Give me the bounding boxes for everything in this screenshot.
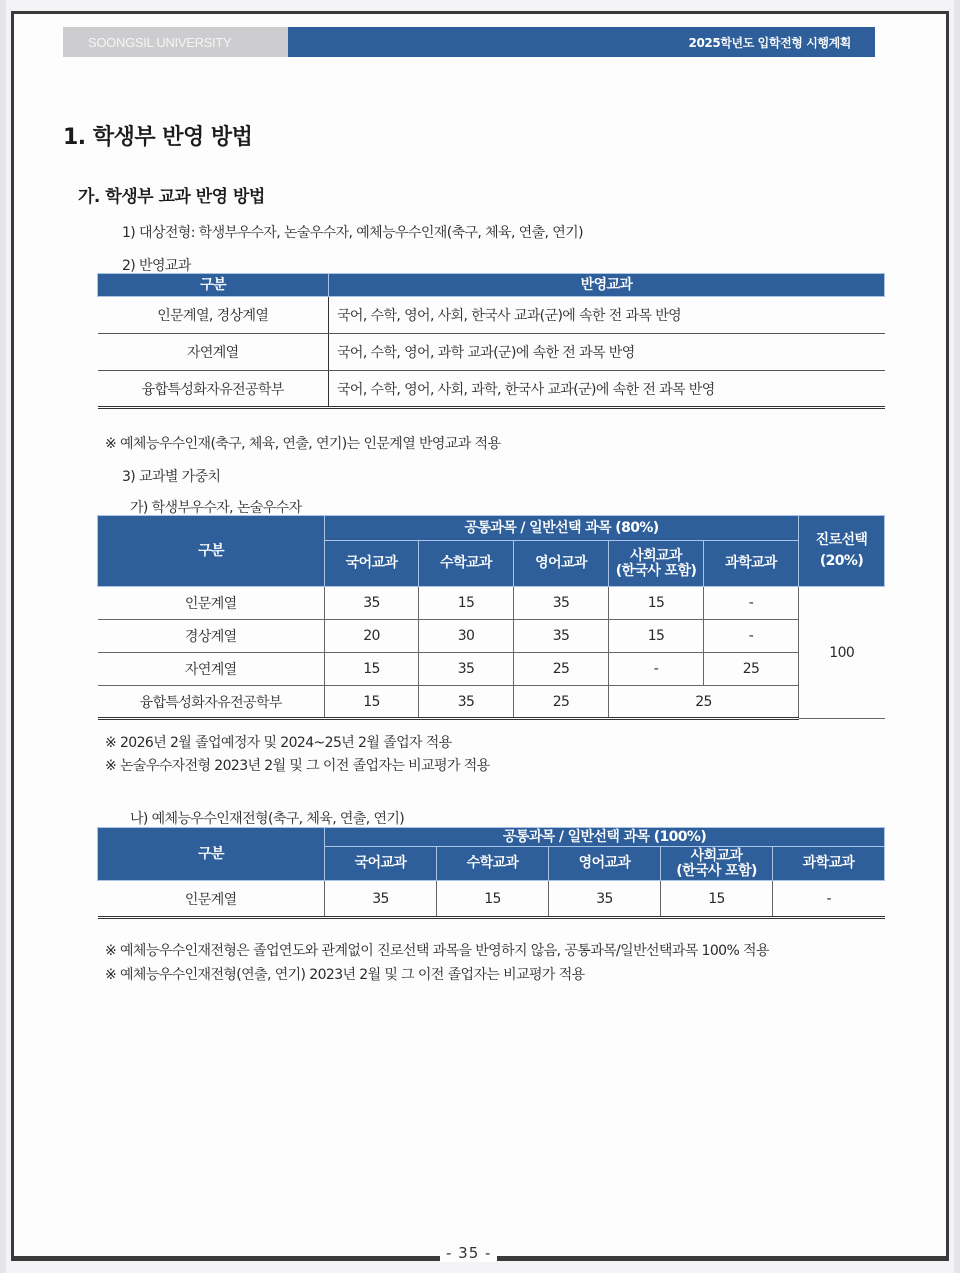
right-scroll-gutter bbox=[954, 0, 960, 1273]
left-scroll-gutter bbox=[0, 0, 6, 1273]
row-subjects: 국어, 수학, 영어, 사회, 과학, 한국사 교과(군)에 속한 전 과목 반영 bbox=[329, 371, 885, 408]
col-header-common-general: 공통과목 / 일반선택 과목 (80%) bbox=[325, 516, 799, 541]
col-header-category: 구분 bbox=[98, 828, 325, 881]
career-percent: (20%) bbox=[819, 553, 864, 569]
col-header-common-general: 공통과목 / 일반선택 과목 (100%) bbox=[325, 828, 885, 847]
col-header-korean: 국어교과 bbox=[325, 847, 437, 881]
section-title: 1. 학생부 반영 방법 bbox=[63, 125, 253, 150]
col-header-subjects: 반영교과 bbox=[329, 274, 885, 297]
row-category: 융합특성화자유전공학부 bbox=[98, 371, 329, 408]
row-category: 자연계열 bbox=[98, 653, 325, 686]
table2-note-2: ※ 논술우수자전형 2023년 2월 및 그 이전 졸업자는 비교평가 적용 bbox=[105, 758, 490, 774]
career-label: 진로선택 bbox=[815, 532, 868, 549]
row-subjects: 국어, 수학, 영어, 사회, 한국사 교과(군)에 속한 전 과목 반영 bbox=[329, 297, 885, 334]
table-row bbox=[98, 587, 885, 620]
cell-korean: 35 bbox=[325, 881, 437, 918]
cell-math: 30 bbox=[419, 620, 514, 653]
cell-social: 15 bbox=[609, 620, 704, 653]
table3-note-1: ※ 예체능우수인재전형은 졸업연도와 관계없이 진로선택 과목을 반영하지 않음, 공통과목/일반선택과목 100% 적용 bbox=[105, 943, 769, 959]
cell-social: 15 bbox=[661, 881, 773, 918]
cell-science: - bbox=[704, 620, 799, 653]
cell-science: 25 bbox=[704, 653, 799, 686]
table-row bbox=[98, 371, 885, 408]
col-header-social bbox=[609, 541, 704, 587]
cell-career-elective: 100 bbox=[799, 587, 885, 719]
subsection-title: 가. 학생부 교과 반영 방법 bbox=[78, 187, 265, 207]
cell-korean: 20 bbox=[325, 620, 419, 653]
col-header-category: 구분 bbox=[98, 516, 325, 587]
row-subjects: 국어, 수학, 영어, 과학 교과(군)에 속한 전 과목 반영 bbox=[329, 334, 885, 371]
cell-english: 25 bbox=[514, 653, 609, 686]
cell-math: 15 bbox=[419, 587, 514, 620]
cell-science: - bbox=[704, 587, 799, 620]
reflected-subjects-table bbox=[97, 273, 885, 409]
cell-english: 35 bbox=[514, 587, 609, 620]
social-label: 사회교과 bbox=[630, 547, 682, 564]
document-title: 2025학년도 입학전형 시행계획 bbox=[288, 27, 875, 57]
row-category: 경상계열 bbox=[98, 620, 325, 653]
col-header-english: 영어교과 bbox=[514, 541, 609, 587]
table-row bbox=[98, 297, 885, 334]
row-category: 인문계열, 경상계열 bbox=[98, 297, 329, 334]
cell-korean: 35 bbox=[325, 587, 419, 620]
cell-english: 35 bbox=[514, 620, 609, 653]
table-row bbox=[98, 881, 885, 918]
table3-note-2: ※ 예체능우수인재전형(연출, 연기) 2023년 2월 및 그 이전 졸업자는 비교평가 적용 bbox=[105, 967, 585, 983]
reflected-subjects-heading: 2) 반영교과 bbox=[122, 258, 191, 274]
cell-science: - bbox=[773, 881, 885, 918]
row-category: 인문계열 bbox=[98, 587, 325, 620]
social-sublabel: (한국사 포함) bbox=[615, 562, 697, 579]
cell-math: 35 bbox=[419, 653, 514, 686]
row-category: 자연계열 bbox=[98, 334, 329, 371]
cell-korean: 15 bbox=[325, 653, 419, 686]
page-number: - 35 - bbox=[440, 1244, 497, 1262]
row-category: 인문계열 bbox=[98, 881, 325, 918]
col-header-korean: 국어교과 bbox=[325, 541, 419, 587]
col-header-science: 과학교과 bbox=[773, 847, 885, 881]
col-header-math: 수학교과 bbox=[419, 541, 514, 587]
weights-heading: 3) 교과별 가중치 bbox=[122, 469, 221, 485]
table-row bbox=[98, 620, 885, 653]
col-header-career-elective bbox=[799, 516, 885, 587]
weights-sub-a-heading: 가) 학생부우수자, 논술우수자 bbox=[130, 500, 302, 516]
cell-english: 35 bbox=[549, 881, 661, 918]
cell-math: 35 bbox=[419, 686, 514, 719]
row-category: 융합특성화자유전공학부 bbox=[98, 686, 325, 719]
weights-sub-b-heading: 나) 예체능우수인재전형(축구, 체육, 연출, 연기) bbox=[130, 811, 405, 827]
col-header-social bbox=[661, 847, 773, 881]
col-header-english: 영어교과 bbox=[549, 847, 661, 881]
cell-social: 15 bbox=[609, 587, 704, 620]
cell-social: - bbox=[609, 653, 704, 686]
table-row bbox=[98, 686, 885, 719]
col-header-science: 과학교과 bbox=[704, 541, 799, 587]
cell-math: 15 bbox=[437, 881, 549, 918]
cell-korean: 15 bbox=[325, 686, 419, 719]
university-name: SOONGSIL UNIVERSITY bbox=[63, 27, 288, 57]
cell-social-science: 25 bbox=[609, 686, 799, 719]
table-row bbox=[98, 334, 885, 371]
table-row bbox=[98, 653, 885, 686]
col-header-category: 구분 bbox=[98, 274, 329, 297]
target-admissions-text: 1) 대상전형: 학생부우수자, 논술우수자, 예체능우수인재(축구, 체육, 연출, 연기) bbox=[122, 225, 583, 241]
table1-note: ※ 예체능우수인재(축구, 체육, 연출, 연기)는 인문계열 반영교과 적용 bbox=[105, 436, 501, 452]
col-header-math: 수학교과 bbox=[437, 847, 549, 881]
page-header bbox=[63, 27, 875, 57]
cell-english: 25 bbox=[514, 686, 609, 719]
arts-sports-weights-table bbox=[97, 827, 885, 919]
subject-weights-table bbox=[97, 515, 885, 720]
table2-note-1: ※ 2026년 2월 졸업예정자 및 2024~25년 2월 졸업자 적용 bbox=[105, 735, 452, 751]
social-sublabel: (한국사 포함) bbox=[676, 862, 757, 879]
social-label: 사회교과 bbox=[690, 847, 743, 864]
